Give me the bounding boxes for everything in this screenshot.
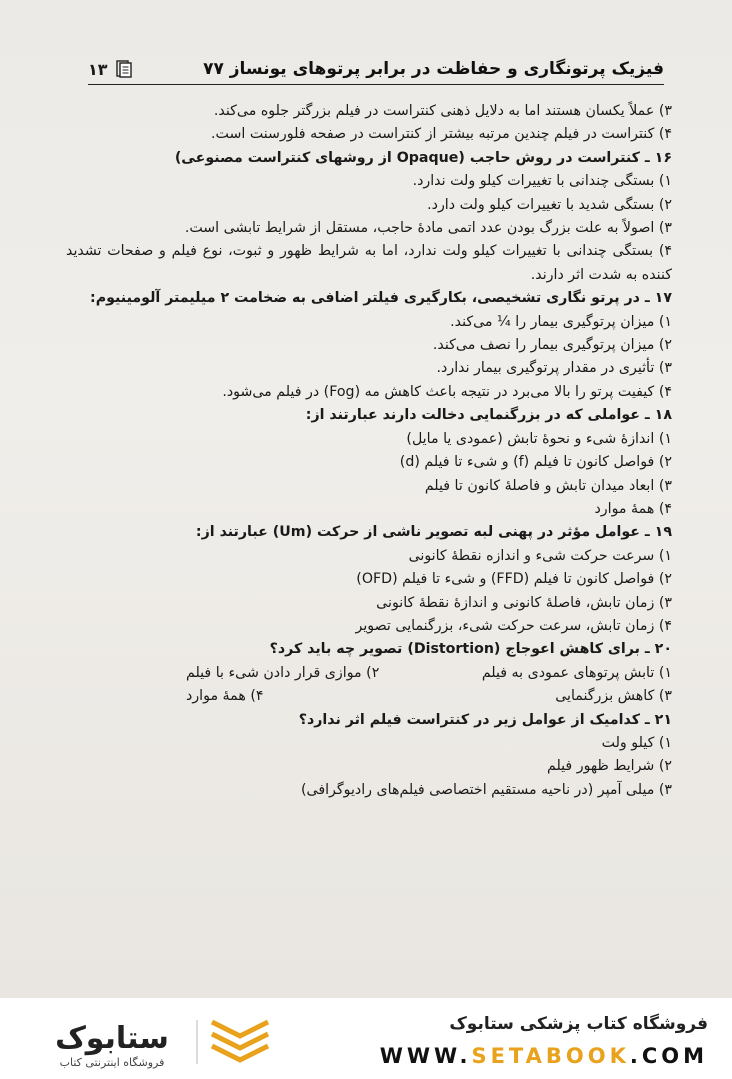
question-heading: ۲۱ ـ کدامیک از عوامل زیر در کنتراست فیلم اثر ندارد؟ (298, 711, 672, 728)
url-suffix: .COM (629, 1044, 708, 1068)
option-text: ۱) بستگی چندانی با تغییرات کیلو ولت ندارد. (412, 173, 672, 190)
option-text: ۴) کیفیت پرتو را بالا می‌برد در نتیجه باعث کاهش مه (Fog) در فیلم می‌شود. (222, 383, 672, 400)
option-row (66, 685, 672, 708)
option-text: ۱) میزان پرتوگیری بیمار را ¼ می‌کند. (450, 313, 672, 330)
option-text: ۲) شرایط ظهور فیلم (547, 758, 672, 775)
option-text: ۱) سرعت حرکت شیء و اندازه نقطهٔ کانونی (408, 547, 672, 564)
setabook-logo (32, 1014, 282, 1070)
question-heading: ۲۰ ـ برای کاهش اعوجاج (Distortion) تصویر چه باید کرد؟ (269, 641, 672, 658)
question-heading: ۱۸ ـ عواملی که در بزرگنمایی دخالت دارند عبارتند از: (305, 407, 672, 424)
option-text: ۴) کنتراست در فیلم چندین مرتبه بیشتر از کنتراست در صفحه فلورسنت است. (211, 126, 672, 143)
option-text: ۳) ابعاد میدان تابش و فاصلهٔ کانون تا فیلم (424, 477, 672, 494)
page-number-block (88, 60, 132, 79)
option-text: ۳) عملاً یکسان هستند اما به دلایل ذهنی کنتراست در فیلم بزرگتر جلوه می‌کند. (213, 103, 672, 119)
url-brand: SETABOOK (471, 1044, 630, 1068)
question-heading: ۱۶ ـ کنتراست در روش حاجب (Opaque از روشهای کنتراست مصنوعی) (174, 149, 672, 166)
option-text: ۴) زمان تابش، سرعت حرکت شیء، بزرگنمایی تصویر (355, 617, 672, 634)
book-icon (116, 60, 132, 78)
running-title: فیزیک پرتونگاری و حفاظت در برابر پرتوهای یونساز ۷۷ (203, 59, 664, 79)
question-heading: ۱۷ ـ در پرتو نگاری تشخیصی، بکارگیری فیلتر اضافی به ضخامت ۲ میلیمتر آلومینیوم: (90, 290, 672, 307)
store-name: فروشگاه کتاب پزشکی ستابوک (449, 1014, 708, 1034)
svg-text:فروشگاه اینترنتی کتاب: فروشگاه اینترنتی کتاب (59, 1056, 165, 1069)
option-text: ۴) بستگی چندانی با تغییرات کیلو ولت ندارد، اما به شرایط ظهور و ثبوت، نوع فیلم و صفحات تشدید کننده به شدت اثر دارند. (66, 243, 672, 283)
option-text: ۳) میلی آمپر (در ناحیه مستقیم اختصاصی فیلم‌های رادیوگرافی) (300, 781, 672, 798)
option-text: ۱) تابش پرتوهای عمودی به فیلم (481, 664, 672, 681)
question-heading: ۱۹ ـ عوامل مؤثر در پهنی لبه تصویر ناشی از حرکت (Um) عبارتند از: (195, 524, 672, 541)
page-header (88, 54, 664, 85)
store-url[interactable] (380, 1044, 708, 1068)
option-text: ۳) تأثیری در مقدار پرتوگیری بیمار ندارد. (436, 360, 672, 377)
svg-text:ستابوک: ستابوک (55, 1021, 169, 1056)
page-number: ۱۳ (88, 59, 108, 79)
option-text: ۲) فواصل کانون تا فیلم (FFD) و شیء تا فیلم (OFD) (356, 571, 672, 588)
option-text: ۳) اصولاً به علت بزرگ بودن عدد اتمی مادهٔ حاجب، مستقل از شرایط تابشی است. (184, 220, 672, 237)
footer-banner (0, 998, 732, 1079)
option-text: ۲) بستگی شدید با تغییرات کیلو ولت دارد. (427, 196, 672, 213)
option-text: ۲) میزان پرتوگیری بیمار را نصف می‌کند. (432, 337, 672, 354)
option-text: ۱) کیلو ولت (601, 734, 672, 751)
option-text: ۴) همهٔ موارد (594, 500, 672, 517)
url-prefix: WWW. (379, 1044, 472, 1068)
option-text: ۲) فواصل کانون تا فیلم (f) و شیء تا فیلم (d) (399, 454, 672, 471)
option-text: ۲) موازی قرار دادن شیء با فیلم (186, 664, 380, 681)
option-text: ۴) همهٔ موارد (186, 688, 264, 705)
question-text (66, 100, 672, 802)
option-text: ۳) کاهش بزرگنمایی (555, 688, 672, 705)
option-text: ۱) اندازهٔ شیء و نحوهٔ تابش (عمودی یا مایل) (406, 430, 672, 447)
option-row (66, 662, 672, 685)
option-text: ۳) زمان تابش، فاصلهٔ کانونی و اندازهٔ نقطهٔ کانونی (376, 594, 672, 611)
